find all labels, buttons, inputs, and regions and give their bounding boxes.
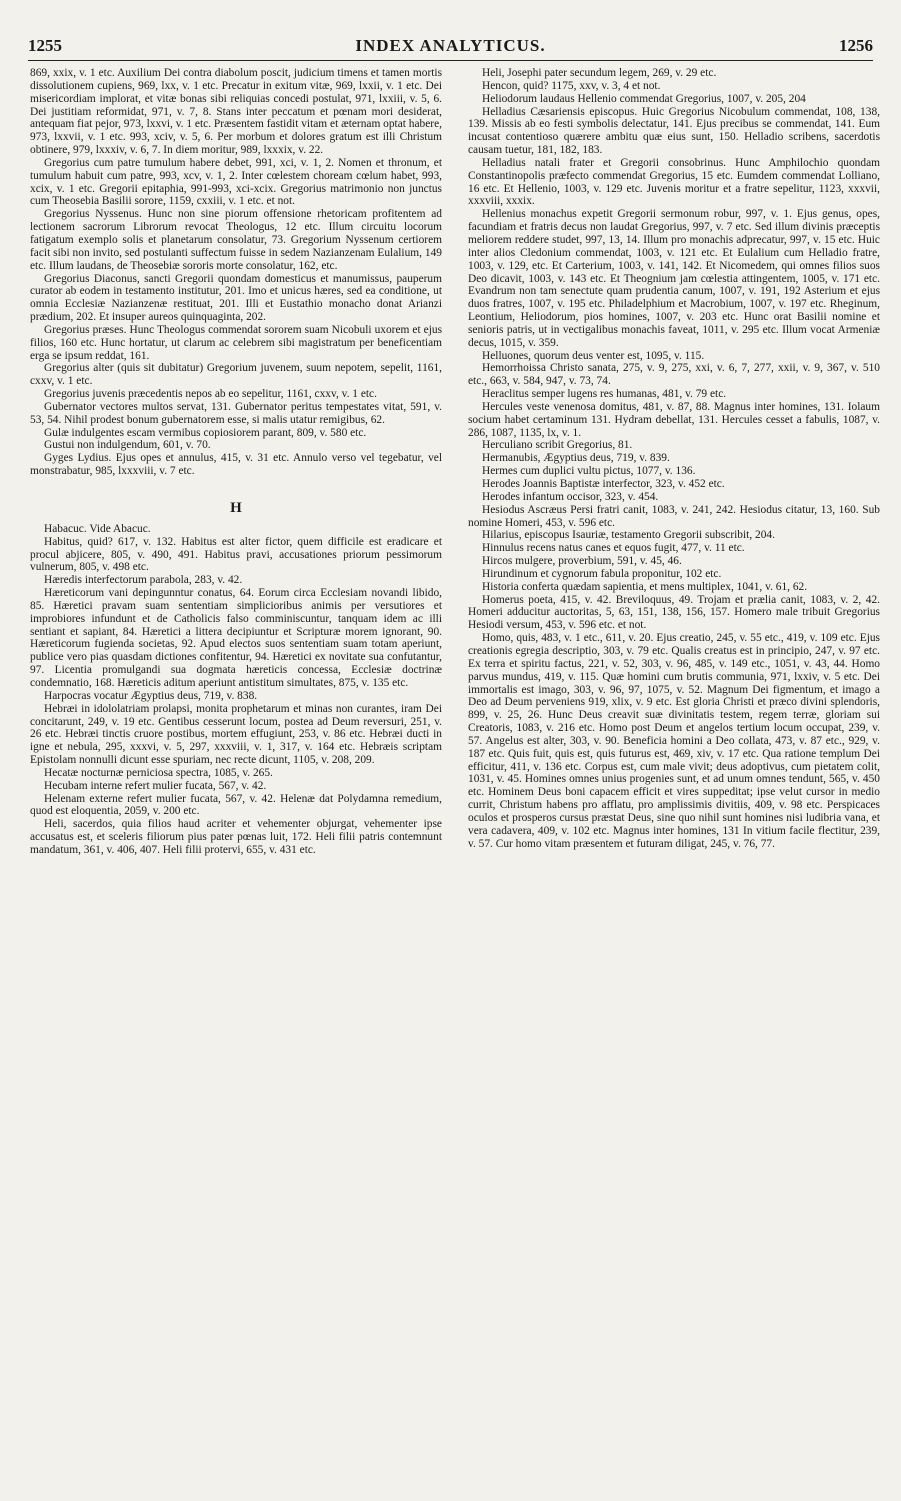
running-title: INDEX ANALYTICUS. xyxy=(355,36,546,55)
index-entry: Gregorius præses. Hunc Theologus commendat sororem suam Nicobuli uxorem et ejus filios, 160 etc. Hunc hortatur, ut clarum ac celebrem sibi magistratum per beneficentiam erga se ipsum reddat, 161. xyxy=(30,323,442,362)
index-entry: Homo, quis, 483, v. 1 etc., 611, v. 20. Ejus creatio, 245, v. 55 etc., 419, v. 109 etc. Ejus creationis egregia descriptio, 303, v. 79 etc. Qualis creatus est in principio, 247, v. 97 etc. Ex terra et spiritu factus, 221, v. 52, 303, v. 96, 485, v. 149 etc., 1051, v. 43, 44. Homo parvus mundus, 419, v. 115. Quæ homini cum brutis communia, 971, lxxiv, v. 5 etc. Dei immortalis est imago, 303, v. 96, 97, 1075, v. 52. Magnum Dei figmentum, et imago a Deo ad Deum perveniens 919, xlix, v. 9 etc. Est gloria Christi et præco divini splendoris, 899, v. 25, 26. Hunc Deus creavit suæ divinitatis testem, regem terræ, gloriam sui Creatoris, 1083, v. 216 etc. Homo post Deum et angelos tertium locum occupat, 239, v. 57. Angelus est alter, 303, v. 90. Beneficia homini a Deo collata, 473, v. 87 etc., 929, v. 187 etc. Quis fuit, quis est, quis futurus est, 469, xiv, v. 17 etc. Qua ratione templum Dei efficitur, 411, v. 136 etc. Corpus est, cum male vivit; deus adoptivus, cum pietatem colit, 1031, v. 45. Homines omnes unius progenies sunt, et ad unum omnes tendunt, 565, v. 450 etc. Hominem Deus boni capacem efficit et vires suppeditat; ipse velut cursor in medio currit, Christum habens pro afflatu, pro amplissimis divitiis, 409, v. 98 etc. Perspicaces oculos et prosperos cursus præstat Deus, sine quo nihil sunt homines nisi ludibria vana, et vera cadavera, 409, v. 102 etc. Magnus inter homines, 131 In vitium facile flectitur, 239, v. 57. Cur homo vitam præsentem et futuram diligat, 245, v. 76, 77. xyxy=(468,632,880,850)
index-entry: Hirundinum et cygnorum fabula proponitur, 102 etc. xyxy=(482,567,722,580)
right-column xyxy=(468,67,880,1491)
index-entry: Hellenius monachus expetit Gregorii sermonum robur, 997, v. 1. Ejus genus, opes, facundiam et fratris decus non laudat Gregorius, 997, v. 7 etc. Sed illum divinis præceptis meliorem reddere studet, 997, 13, 14. Illum pro monachis adprecatur, 997, v. 15 etc. Huic inter alios Cledonium commendat, 1003, v. 121 etc. Et Eulalium cum Helladio fratre, 1003, v. 129, etc. Et Carterium, 1003, v. 141, 142. Et Nicomedem, qui omnes filios suos Deo dicavit, 1003, v. 143 etc. Et Theognium jam cœlestia attingentem, 1005, v. 171 etc. Evandrum non tam senectute quam prudentia canum, 1007, v. 191, 192 Asterium et ejus duos fratres, 1007, v. 195 etc. Philadelphium et Macrobium, 1007, v. 197 etc. Rheginum, Leontium, Heliodorum, pios homines, 1007, v. 203 etc. Hunc orat Basilii nomine et senioris patris, ut in vectigalibus monachis faveat, 1011, v. 295 etc. Illum vocat Armeniæ decus, 1015, v. 359. xyxy=(468,208,880,349)
index-entry: Heliodorum laudaus Hellenio commendat Gregorius, 1007, v. 205, 204 xyxy=(482,92,806,105)
header-rule xyxy=(28,60,873,61)
index-entry: Hilarius, episcopus Isauriæ, testamento Gregorii subscribit, 204. xyxy=(482,529,775,542)
index-entry: Heraclitus semper lugens res humanas, 481, v. 79 etc. xyxy=(482,388,727,401)
index-entry: Heli, Josephi pater secundum legem, 269, v. 29 etc. xyxy=(482,67,717,79)
index-entry: Gubernator vectores multos servat, 131. Gubernator peritus tempestates vitat, 591, v. 53, 54. Nihil prodest bonum gubernatorem esse, si malis utatur remigibus, 62. xyxy=(30,400,442,426)
index-entry: Gregorius Diaconus, sancti Gregorii quondam domesticus et manumissus, pauperum curator ab eodem in testamento institutur, 201. Imo et unicus hæres, sed ea conditione, ut omnia Ecclesiæ Nazianzenæ restituat, 201. Illi et Eustathio monacho donat Arianzi prædium, 202. Et insuper aureos quinquaginta, 202. xyxy=(30,272,442,324)
index-entry: Hecatæ nocturnæ perniciosa spectra, 1085, v. 265. xyxy=(44,766,273,779)
index-entry: Gyges Lydius. Ejus opes et annulus, 415, v. 31 etc. Annulo verso vel tegebatur, vel monstrabatur, 985, lxxxviii, v. 7 etc. xyxy=(30,452,442,478)
index-entry: Harpocras vocatur Ægyptius deus, 719, v. 838. xyxy=(44,689,258,702)
index-entry: Helladius Cæsariensis episcopus. Huic Gregorius Nicobulum commendat, 108, 138, 139. Missis ab eo festi symbolis delectatur, 141. Ejus precibus se commendat, 141. Eum incusat contentioso quærere ambitu quæ eius sunt, 150. Helladio scribens, sacerdotis causam tuetur, 181, 182, 183. xyxy=(468,105,880,157)
index-entry: Hesiodus Ascræus Persi fratri canit, 1083, v. 241, 242. Hesiodus citatur, 13, 160. Sub nomine Homeri, 453, v. 596 etc. xyxy=(468,503,880,529)
index-entry: Hercules veste venenosa domitus, 481, v. 87, 88. Magnus inter homines, 131. Iolaum socium habet certaminum 131. Hydram debellat, 131. Hercules cesset a fabulis, 1087, v. 286, 1087, 1135, lx, v. 1. xyxy=(468,400,880,439)
index-entry: Homerus poeta, 415, v. 42. Breviloquus, 49. Trojam et prælia canit, 1083, v. 2, 42. Homeri adducitur auctoritas, 5, 63, 151, 138, 156, 157. Homero male tribuit Gregorius Hesiodi versum, 453, v. 596 etc. et not. xyxy=(468,593,880,632)
index-entry: Habacuc. Vide Abacuc. xyxy=(44,522,151,535)
index-entry: Gulæ indulgentes escam vermibus copiosiorem parant, 809, v. 580 etc. xyxy=(44,426,367,439)
index-entry: Hermes cum duplici vultu pictus, 1077, v. 136. xyxy=(482,465,696,478)
index-entry: Hinnulus recens natus canes et equos fugit, 477, v. 11 etc. xyxy=(482,542,745,555)
index-entry: Gregorius cum patre tumulum habere debet, 991, xci, v. 1, 2. Nomen et thronum, et tumulum habuit cum patre, 993, xcv, v. 1, 2. Inter cœlestem choream cœlum habet, 993, xcix, v. 1 etc. Gregorii epitaphia, 991-993, xci-xcix. Gregorius matrimonio non junctus cum Theosebia Basilii sorore, 1159, cxxiii, v. 1 etc. et not. xyxy=(30,156,442,208)
index-entry: Hencon, quid? 1175, xxv, v. 3, 4 et not. xyxy=(482,79,661,92)
section-letter: H xyxy=(230,500,242,516)
index-entry: Hermanubis, Ægyptius deus, 719, v. 839. xyxy=(482,452,670,465)
index-entry: Helenam externe refert mulier fucata, 567, v. 42. Helenæ dat Polydamna remedium, quod est eloquentia, 2059, v. 200 etc. xyxy=(30,792,442,818)
index-entry: Hecubam interne refert mulier fucata, 567, v. 42. xyxy=(44,779,267,792)
index-entry: 869, xxix, v. 1 etc. Auxilium Dei contra diabolum poscit, judicium timens et tamen mortis dissolutionem cupiens, 969, lxx, v. 1 etc. Precatur in exitum vitæ, 969, lxxii, v. 1 etc. Dei misericordiam implorat, et vitæ bonas sibi reliquias concedi postulat, 971, lxxiii, v. 5, 6. Dei justitiam reformidat, 971, v. 7, 8. Stans inter peccatum et pœnam mori desiderat, antequam fiat pejor, 973, lxxvi, v. 1 etc. Præsentem fastidit vitam et æternam optat habere, 973, lxxvii, v. 1 etc. 993, xciv, v. 5, 6. Per morbum et dolores gratum est illi Christum obtinere, 979, lxxxiv, v. 6, 7. In diem moritur, 989, lxxxix, v. 22. xyxy=(30,67,442,157)
index-entry: Heli, sacerdos, quia filios haud acriter et vehementer objurgat, vehementer ipse accusatus est, et sceleris filiorum pius pater pœnas luit, 172. Heli filii patris contemnunt mandatum, 361, v. 406, 407. Heli filii protervi, 655, v. 431 etc. xyxy=(30,818,442,856)
index-entry: Gustui non indulgendum, 601, v. 70. xyxy=(44,439,211,452)
index-entry: Historia conferta quædam sapientia, et mens multiplex, 1041, v. 61, 62. xyxy=(482,580,808,593)
index-entry: Herodes Joannis Baptistæ interfector, 323, v. 452 etc. xyxy=(482,478,725,490)
page-number-left: 1255 xyxy=(28,36,62,55)
index-entry: Herculiano scribit Gregorius, 81. xyxy=(482,439,633,452)
index-entry: Habitus, quid? 617, v. 132. Habitus est alter fictor, quem difficile est eradicare et procul abjicere, 805, v. 490, 491. Habitus pravi, accusationes priorum pessimorum vulnerum, 805, v. 498 etc. xyxy=(30,535,442,574)
left-column xyxy=(30,67,442,1491)
index-entry: Hebræi in idololatriam prolapsi, monita prophetarum et minas non curantes, iram Dei concitarunt, 249, v. 19 etc. Gentibus cesserunt locum, postea ad Deum reversuri, 251, v. 26 etc. Hebræi tinctis cruore postibus, mortem effugiunt, 253, v. 86 etc. Hebræi ducti in igne et nebula, 295, xxxvi, v. 5, 297, xxxviii, v. 1, 317, v. 164 etc. Hebræis scriptam Epistolam nonnulli dicunt esse spuriam, nec recte dicunt, 1105, v. 208, 209. xyxy=(30,702,442,767)
index-entry: Herodes infantum occisor, 323, v. 454. xyxy=(482,490,659,503)
index-entry: Helluones, quorum deus venter est, 1095, v. 115. xyxy=(482,349,705,362)
index-entry: Hemorrhoissa Christo sanata, 275, v. 9, 275, xxi, v. 6, 7, 277, xxii, v. 9, 367, v. 510 etc., 663, v. 584, 947, v. 73, 74. xyxy=(468,362,880,388)
index-entry: Hæreticorum vani depingunntur conatus, 64. Eorum circa Ecclesiam novandi libido, 85. Hæretici pravam suam sententiam simplicioribus animis per versutiores et improbiores infundunt et de Catholicis falso comminiscuntur, tanquam idem ac illi sentiant et sapiant, 84. Hæretici a littera decipiuntur et Scripturæ morem ignorant, 90. Hæreticorum fugienda societas, 92. Apud electos suos sententiam suam totam aperiunt, publice vero pias quasdam dictiones confitentur, 94. Hæretici ex novitate sua confutantur, 97. Licentia promulgandi sua dogmata hæreticis concessa, Ecclesiæ doctrinæ condemnatio, 168. Hæreticis aditum aperiunt antistitum simultates, 875, v. 135 etc. xyxy=(30,587,442,689)
index-entry: Hircos mulgere, proverbium, 591, v. 45, 46. xyxy=(482,555,682,568)
index-entry: Gregorius juvenis præcedentis nepos ab eo sepelitur, 1161, cxxv, v. 1 etc. xyxy=(44,388,377,401)
index-entry: Helladius natali frater et Gregorii consobrinus. Hunc Amphilochio quondam Constantinopolis præfecto commendat Gregorius, 15 etc. Eumdem commendat Lolliano, 16 etc. Et Hellenio, 1003, v. 129 etc. Juvenis moritur et a fratre sepelitur, 1123, xxxvii, xxxviii, xxxix. xyxy=(468,156,880,208)
index-entry: Hæredis interfectorum parabola, 283, v. 42. xyxy=(44,574,243,587)
page-number-right: 1256 xyxy=(839,36,873,55)
index-entry: Gregorius Nyssenus. Hunc non sine piorum offensione rhetoricam profitentem ad lectionem sacrorum Librorum revocat Theologus, 12 etc. Illum circuitu locorum fatigatum exemplo solis et planetarum consolatur, 73. Gregorium Nyssenum certiorem facit sibi non invito, sed postulanti suffectum fuisse in sedem Nazianzenam Eulalium, 149 etc. Illum laudans, de Theosebiæ sororis morte consolatur, 162, etc. xyxy=(30,208,442,272)
page-header xyxy=(28,36,873,60)
index-entry: Gregorius alter (quis sit dubitatur) Gregorium juvenem, suum nepotem, sepelit, 1161, cxxv, v. 1 etc. xyxy=(30,362,442,388)
